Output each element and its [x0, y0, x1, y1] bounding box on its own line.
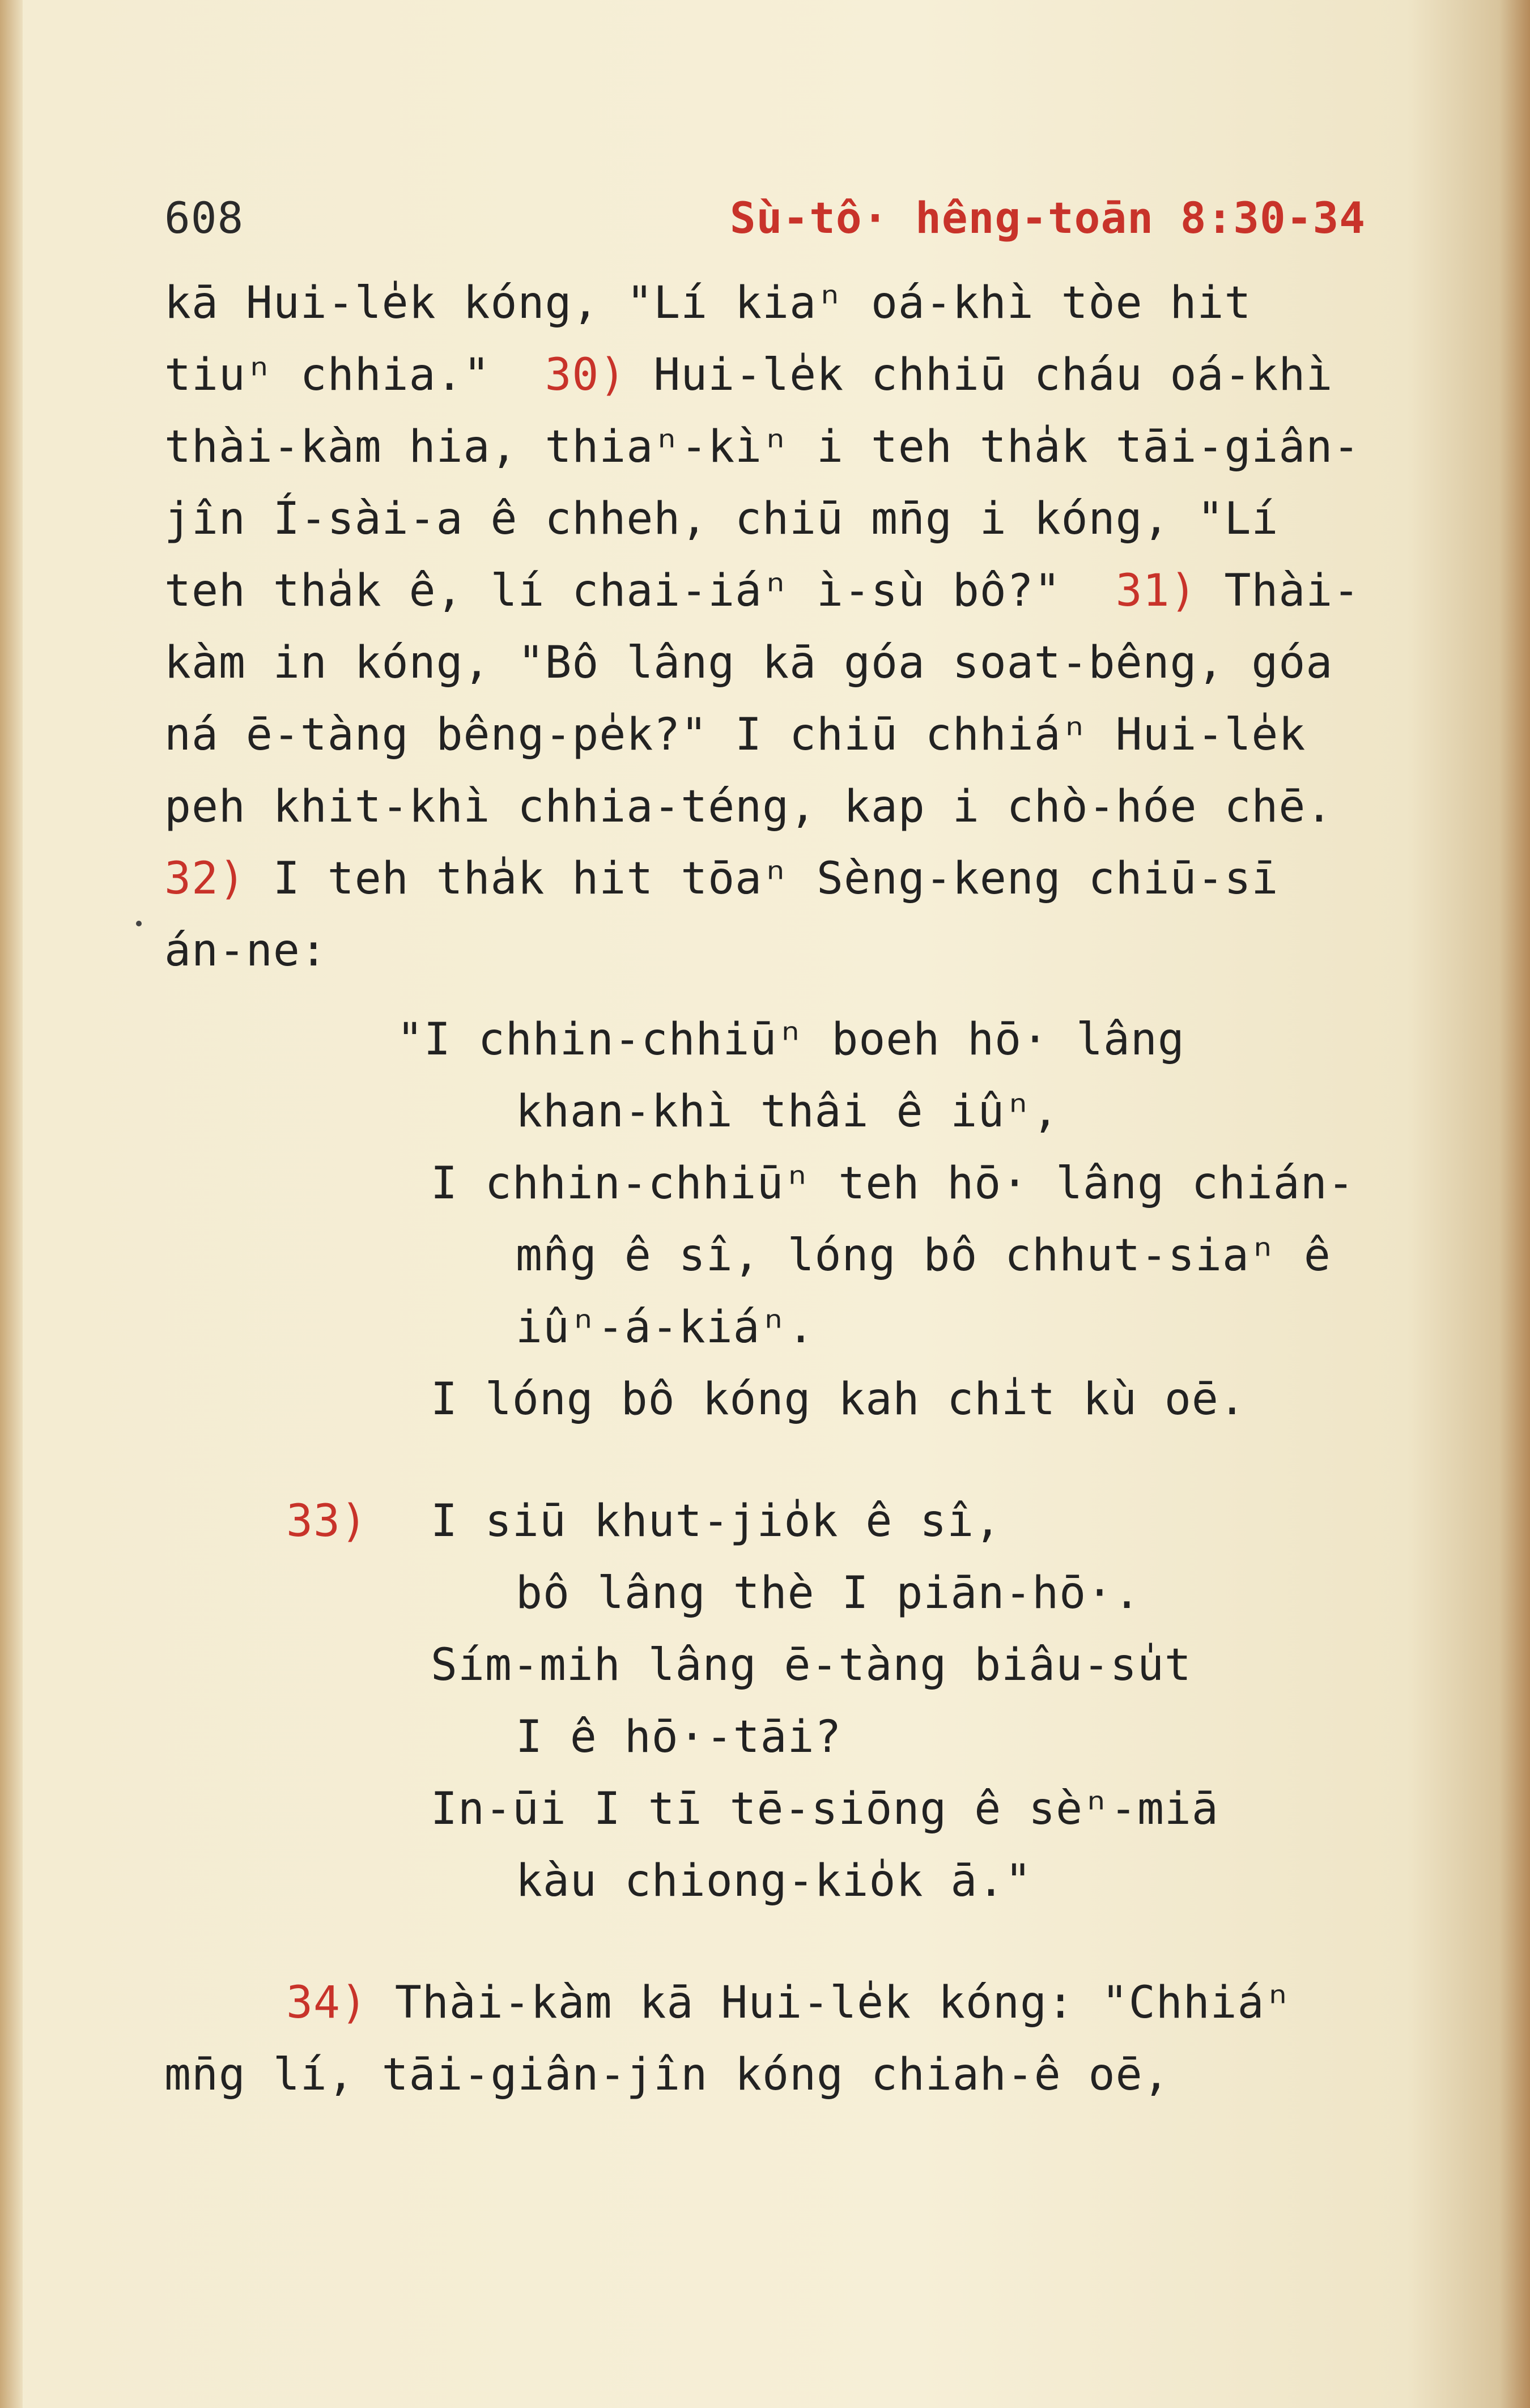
verse-number: 33)	[286, 1496, 368, 1547]
text-line: tiuⁿ chhia." 30) Hui-le̍k chhiū cháu oá-khì	[164, 350, 1333, 401]
poem-line: "I chhin-chhiūⁿ boeh hō· lâng	[397, 1014, 1185, 1065]
poem-line: iûⁿ-á-kiáⁿ.	[516, 1302, 815, 1353]
verse-number: 31)	[1115, 565, 1197, 616]
verse-number: 30)	[545, 350, 627, 401]
poem-line: I lóng bô kóng kah chi̍t kù oē.	[431, 1374, 1246, 1425]
poem-line: Sím-mih lâng ē-tàng biâu-su̍t	[431, 1640, 1192, 1691]
poem-line: In-ūi I tī tē-siōng ê sèⁿ-miā	[431, 1784, 1219, 1835]
stray-ink-dot	[136, 921, 142, 926]
text-line: mn̄g lí, tāi-giân-jîn kóng chiah-ê oē,	[164, 2049, 1170, 2100]
verse-number: 32)	[164, 853, 246, 904]
text-line: kā Hui-le̍k kóng, "Lí kiaⁿ oá-khì tòe hit	[164, 278, 1252, 329]
poem-line: kàu chiong-kio̍k ā."	[516, 1856, 1032, 1907]
text-line: kàm in kóng, "Bô lâng kā góa soat-bêng, góa	[164, 637, 1333, 688]
poem-line: I ê hō·-tāi?	[516, 1712, 842, 1763]
poem-line: I chhin-chhiūⁿ teh hō· lâng chián-	[431, 1158, 1355, 1209]
running-head: Sù-tô· hêng-toān 8:30-34	[729, 193, 1366, 243]
poem-line: bô lâng thè I piān-hō·.	[516, 1568, 1141, 1619]
poem-line: khan-khì thâi ê iûⁿ,	[516, 1086, 1060, 1137]
text-line: thài-kàm hia, thiaⁿ-kìⁿ i teh tha̍k tāi-giân-	[164, 422, 1361, 473]
verse-number: 34)	[286, 1977, 368, 2028]
text-line: 34) Thài-kàm kā Hui-le̍k kóng: "Chhiáⁿ	[286, 1977, 1292, 2028]
page-number: 608	[164, 193, 244, 243]
text-line: teh tha̍k ê, lí chai-iáⁿ ì-sù bô?" 31) Thài-	[164, 565, 1361, 616]
text-line: ná ē-tàng bêng-pe̍k?" I chiū chhiáⁿ Hui-le̍k	[164, 709, 1306, 760]
text-line: 32) I teh tha̍k hit tōaⁿ Sèng-keng chiū-sī	[164, 853, 1279, 904]
book-spine-shadow	[0, 0, 23, 2408]
poem-line: I siū khut-jio̍k ê sî,	[431, 1496, 1002, 1547]
text-line: peh khit-khì chhia-téng, kap i chò-hóe chē.	[164, 781, 1333, 832]
poem-line: mn̂g ê sî, lóng bô chhut-siaⁿ ê	[516, 1230, 1331, 1281]
text-line: jîn Í-sài-a ê chheh, chiū mn̄g i kóng, "Lí	[164, 493, 1279, 544]
page-header	[164, 193, 1366, 255]
text-line: án-ne:	[164, 925, 328, 976]
